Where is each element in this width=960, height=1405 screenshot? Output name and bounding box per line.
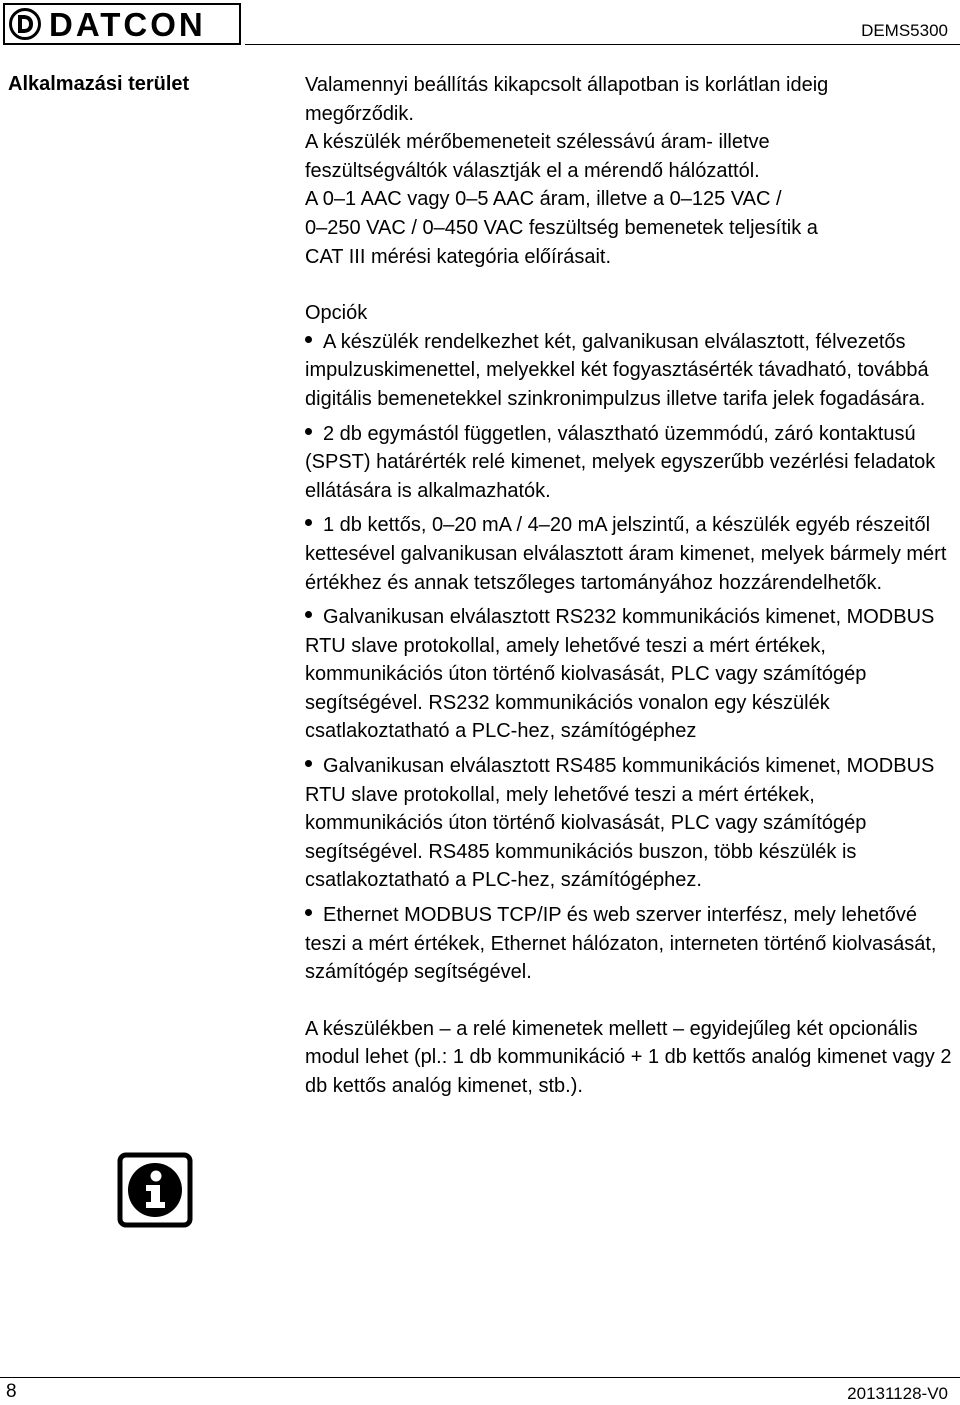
intro-line: 0–250 VAC / 0–450 VAC feszültség bemenetek teljesítik a (305, 216, 818, 239)
list-item (305, 603, 957, 746)
intro-line: Valamennyi beállítás kikapcsolt állapotban is korlátlan ideig (305, 74, 829, 96)
bullet-icon (305, 336, 312, 343)
option-text: Galvanikusan elválasztott RS485 kommunikációs kimenet, MODBUS RTU slave protokollal, mely lehetővé teszi a mért értékek, kommunikációs úton történő kiolvasását, PLC vagy számítógép segítségével. RS485 kommunikációs buszon, több készülék is csatlakoztatható a PLC-hez, számítógéphez. (305, 755, 935, 892)
intro-line: CAT III mérési kategória előírásait. (305, 245, 612, 268)
intro-line: A 0–1 AAC vagy 0–5 AAC áram, illetve a 0–125 VAC / (305, 188, 782, 211)
note-text: A készülékben – a relé kimenetek mellett – egyidejűleg két opcionális modul lehet (pl.: 1 db kommunikáció + 1 db kettős analóg kimenet vagy 2 db kettős analóg kimenet, stb.). (305, 1017, 952, 1097)
intro-paragraph (305, 71, 957, 271)
section-heading: Alkalmazási terület (8, 73, 190, 95)
bullet-icon (305, 428, 312, 435)
bullet-icon (305, 909, 312, 916)
intro-line: A készülék mérőbemeneteit szélessávú áram- illetve (305, 131, 770, 154)
footer-divider (0, 1377, 960, 1378)
option-text: A készülék rendelkezhet két, galvanikusan elválasztott, félvezetős impulzuskimenettel, melyekkel két fogyasztásérték távadható, továbbá digitális bemenetekkel szinkronimpulzus illetve tarifa jelek fogadására. (305, 330, 929, 410)
list-item (305, 752, 957, 895)
bullet-icon (305, 611, 312, 618)
list-item (305, 511, 957, 597)
info-icon (117, 1152, 193, 1228)
option-text: 1 db kettős, 0–20 mA / 4–20 mA jelszintű, a készülék egyéb részeitől kettesével galvanikusan elválasztott áram kimenet, melyek bármely mért értékhez és annak tetszőleges tartományához hozzárendelhetők. (305, 514, 947, 594)
datcon-logo (3, 3, 241, 45)
intro-line: feszültségváltók választják el a mérendő hálózattól. (305, 159, 760, 182)
document-revision: 20131128-V0 (847, 1384, 948, 1403)
option-text: Ethernet MODBUS TCP/IP és web szerver interfész, mely lehetővé teszi a mért értékek, Ethernet hálózaton, interneten történő kiolvasását, számítógép segítségével. (305, 904, 937, 984)
header-divider (245, 44, 960, 45)
page-number: 8 (6, 1381, 17, 1402)
list-item (305, 328, 957, 414)
logo-emblem-icon (9, 8, 41, 40)
document-code: DEMS5300 (861, 21, 948, 40)
option-text: Galvanikusan elválasztott RS232 kommunikációs kimenet, MODBUS RTU slave protokollal, amely lehetővé teszi a mért értékek, kommunikációs úton történő kiolvasását, PLC vagy számítógép segítségével. RS232 kommunikációs vonalon egy készülék csatlakoztatható a PLC-hez, számítógéphez (305, 606, 935, 743)
bullet-icon (305, 760, 312, 767)
logo-text: DATCON (49, 5, 206, 43)
list-item (305, 420, 957, 506)
intro-line: megőrződik. (305, 102, 414, 125)
options-title: Opciók (305, 302, 368, 325)
option-text: 2 db egymástól független, választható üzemmódú, záró kontaktusú (SPST) határérték relé kimenet, melyek egyszerűbb vezérlési feladatok ellátására is alkalmazhatók. (305, 422, 936, 502)
page-header (0, 0, 960, 50)
options-list (305, 328, 957, 987)
bullet-icon (305, 519, 312, 526)
main-content (305, 71, 957, 1101)
spacer (305, 271, 957, 299)
list-item (305, 901, 957, 987)
